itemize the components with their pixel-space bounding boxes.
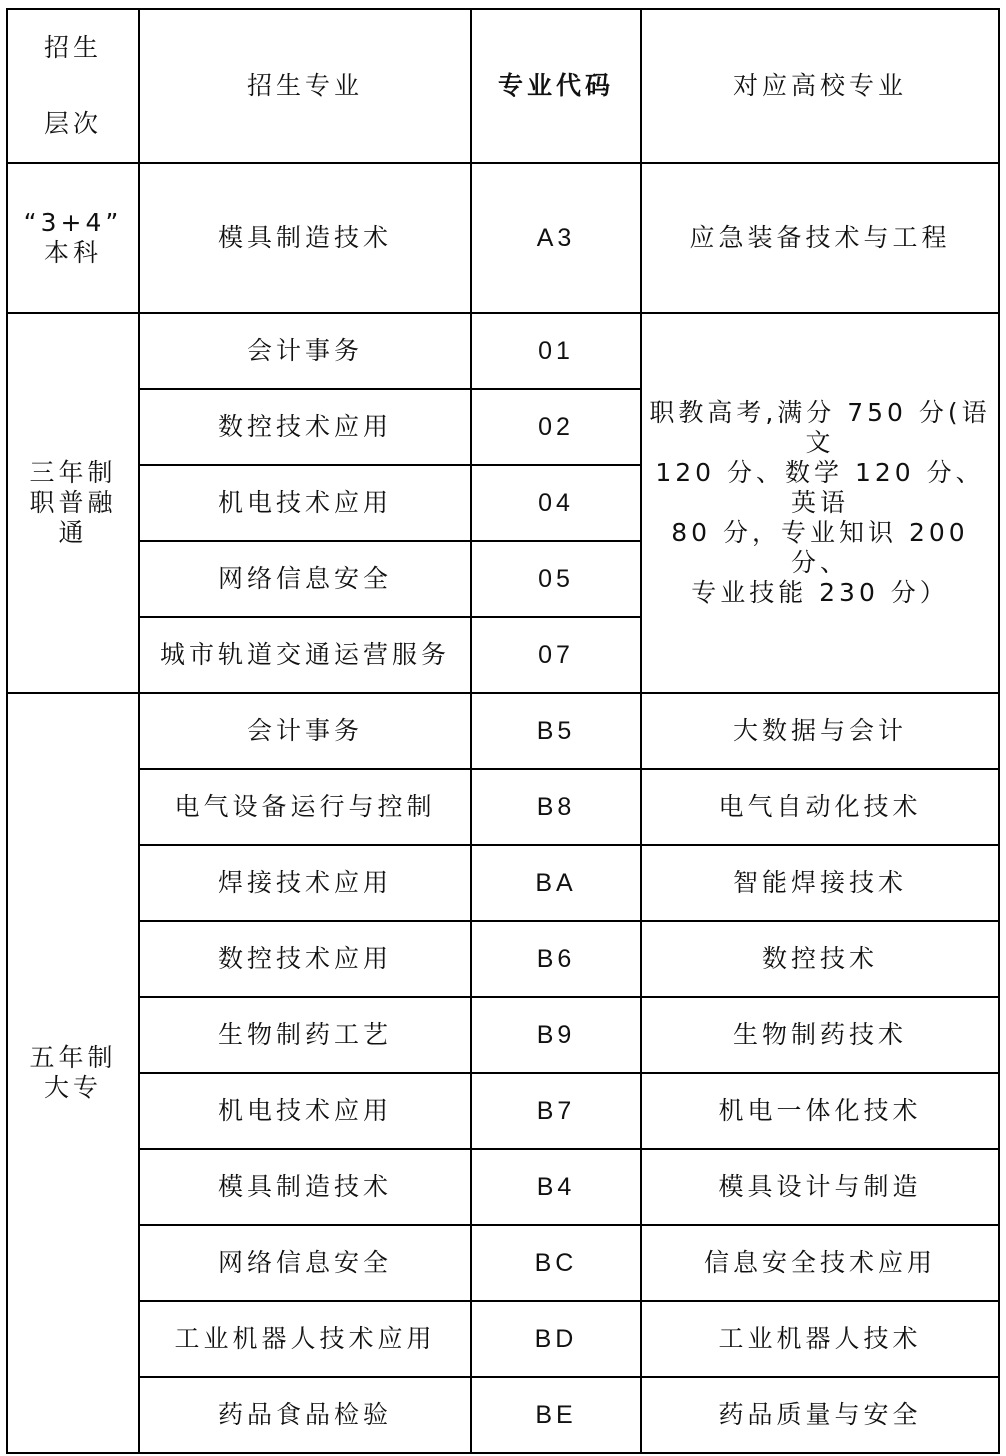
major-cell: 城市轨道交通运营服务 [139,617,471,693]
major-cell: 会计事务 [139,693,471,769]
major-cell: 网络信息安全 [139,1225,471,1301]
major-cell: 数控技术应用 [139,921,471,997]
major-cell: 会计事务 [139,313,471,389]
table-row [7,1377,999,1453]
code-cell: B5 [471,693,641,769]
code-cell: 01 [471,313,641,389]
table-row [7,1149,999,1225]
college-major-cell: 信息安全技术应用 [641,1225,999,1301]
code-cell: 04 [471,465,641,541]
major-cell: 工业机器人技术应用 [139,1301,471,1377]
major-cell: 网络信息安全 [139,541,471,617]
college-major-cell: 数控技术 [641,921,999,997]
code-cell: B8 [471,769,641,845]
college-major-cell: 模具设计与制造 [641,1149,999,1225]
code-cell: BE [471,1377,641,1453]
code-cell: A3 [471,163,641,313]
header-code: 专业代码 [471,9,641,163]
code-cell: B7 [471,1073,641,1149]
major-cell: 药品食品检验 [139,1377,471,1453]
table-row [7,693,999,769]
header-college-major: 对应高校专业 [641,9,999,163]
major-cell: 生物制药工艺 [139,997,471,1073]
code-cell: B6 [471,921,641,997]
code-cell: BA [471,845,641,921]
table-row [7,997,999,1073]
college-major-cell: 智能焊接技术 [641,845,999,921]
college-major-cell: 药品质量与安全 [641,1377,999,1453]
header-major: 招生专业 [139,9,471,163]
major-cell: 焊接技术应用 [139,845,471,921]
major-cell: 模具制造技术 [139,1149,471,1225]
college-major-cell: 机电一体化技术 [641,1073,999,1149]
exam-info-cell: 职教高考,满分 750 分(语文 120 分、数学 120 分、英语 80 分，专业知识 200 分、 专业技能 230 分） [641,313,999,693]
table-row [7,1225,999,1301]
table-row [7,769,999,845]
level-cell-3plus4: “3+4” 本科 [7,163,139,313]
college-major-cell: 电气自动化技术 [641,769,999,845]
code-cell: 05 [471,541,641,617]
code-cell: BD [471,1301,641,1377]
major-cell: 模具制造技术 [139,163,471,313]
college-major-cell: 生物制药技术 [641,997,999,1073]
table-row [7,845,999,921]
major-cell: 数控技术应用 [139,389,471,465]
code-cell: B4 [471,1149,641,1225]
college-major-cell: 大数据与会计 [641,693,999,769]
code-cell: BC [471,1225,641,1301]
major-cell: 机电技术应用 [139,465,471,541]
header-row [7,9,999,163]
level-cell-five-year: 五年制 大专 [7,693,139,1453]
table-row [7,313,999,389]
table-row [7,1073,999,1149]
header-level: 招生 层次 [7,9,139,163]
table-row [7,921,999,997]
table-row [7,1301,999,1377]
code-cell: 07 [471,617,641,693]
code-cell: B9 [471,997,641,1073]
major-cell: 电气设备运行与控制 [139,769,471,845]
code-cell: 02 [471,389,641,465]
level-cell-three-year: 三年制 职普融 通 [7,313,139,693]
college-major-cell: 应急装备技术与工程 [641,163,999,313]
major-cell: 机电技术应用 [139,1073,471,1149]
college-major-cell: 工业机器人技术 [641,1301,999,1377]
table-row [7,163,999,313]
admissions-table [6,8,1000,1454]
